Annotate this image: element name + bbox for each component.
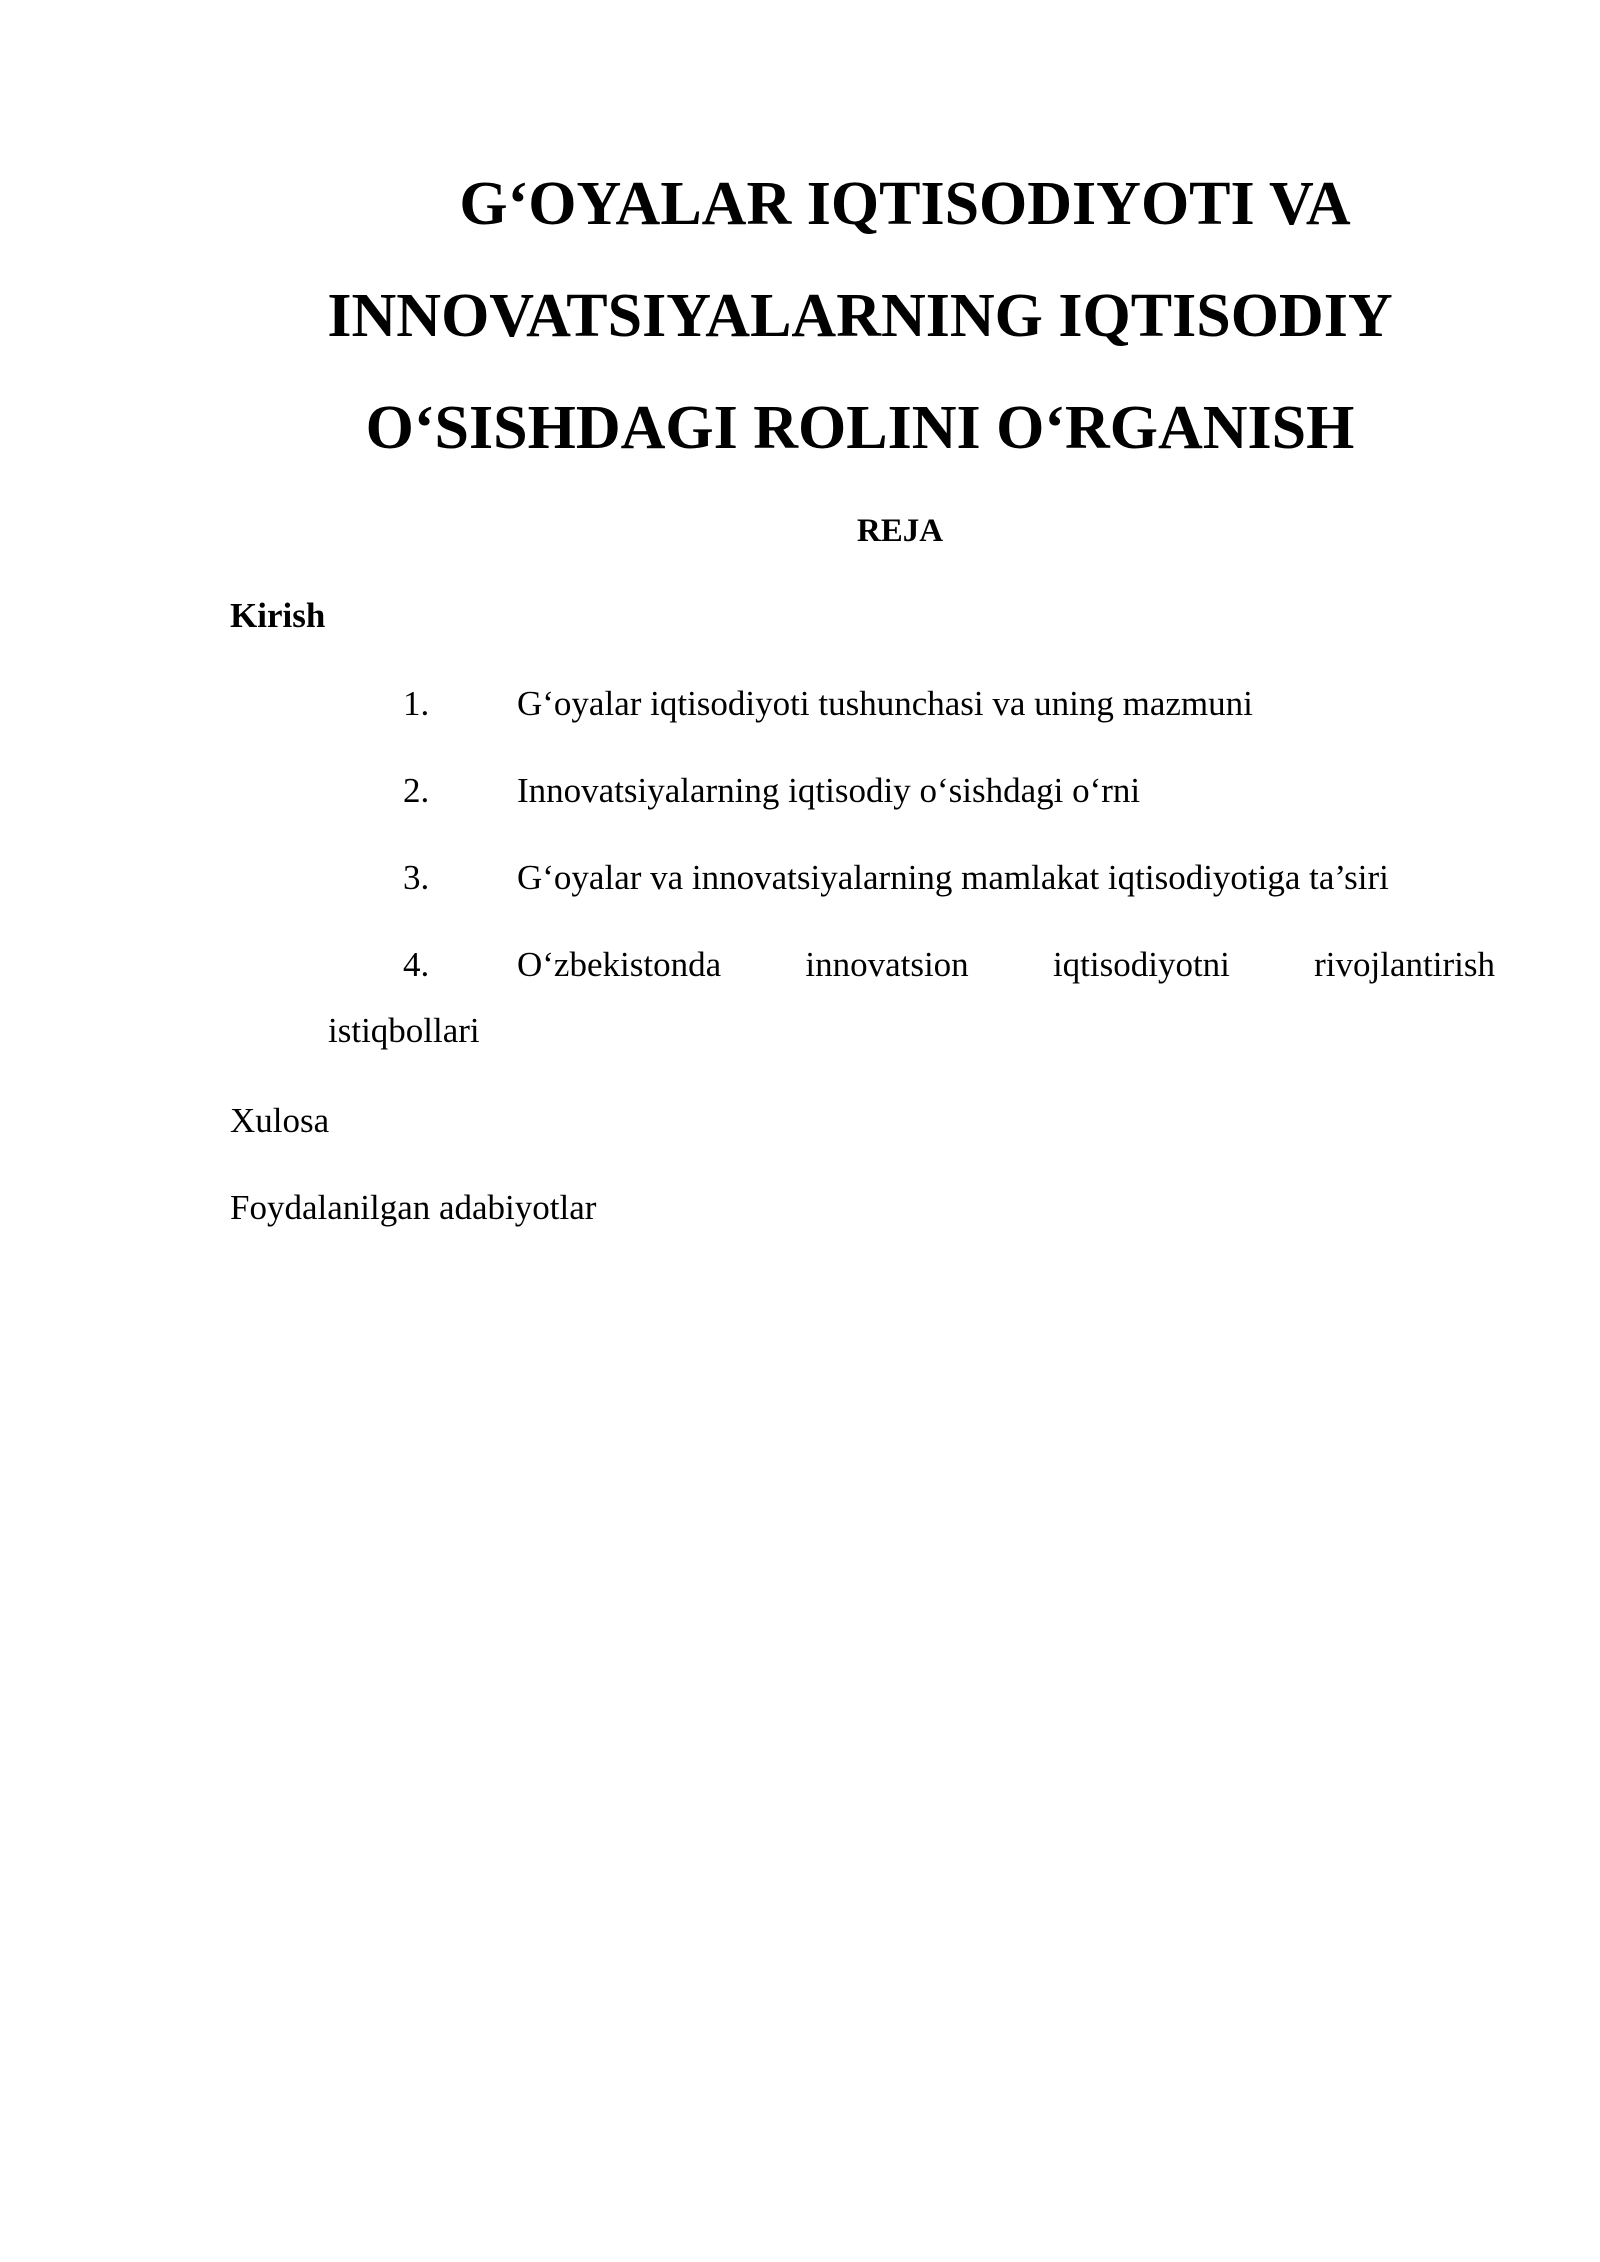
title-line-2: INNOVATSIYALARNING IQTISODIY — [327, 282, 1393, 350]
toc-text-continuation: istiqbollari — [328, 1011, 480, 1050]
plan-heading: REJA — [856, 513, 944, 549]
toc-number: 2. — [403, 771, 430, 810]
toc-text: G‘oyalar iqtisodiyoti tushunchasi va uning mazmuni — [517, 684, 1253, 723]
title-line-3: O‘SISHDAGI ROLINI O‘RGANISH — [365, 394, 1355, 462]
toc-word: iqtisodiyotni — [1052, 945, 1230, 984]
toc-number: 1. — [403, 684, 430, 723]
toc-number: 3. — [403, 858, 430, 897]
toc-word: innovatsion — [805, 945, 969, 984]
intro-heading: Kirish — [230, 596, 326, 635]
toc-number: 4. — [403, 945, 430, 984]
toc-text — [517, 939, 1495, 991]
toc-text: Innovatsiyalarning iqtisodiy o‘sishdagi o‘rni — [517, 771, 1141, 810]
title-line-1: G‘OYALAR IQTISODIYOTI VA — [459, 170, 1351, 238]
toc-text: G‘oyalar va innovatsiyalarning mamlakat iqtisodiyotiga ta’siri — [517, 858, 1389, 897]
toc-word: rivojlantirish — [1314, 945, 1495, 984]
toc-word: O‘zbekistonda — [517, 945, 722, 984]
toc-item-4 — [0, 939, 1600, 1059]
conclusion-heading: Xulosa — [230, 1101, 330, 1140]
references-heading: Foydalanilgan adabiyotlar — [230, 1188, 597, 1227]
document-title — [230, 148, 1490, 484]
